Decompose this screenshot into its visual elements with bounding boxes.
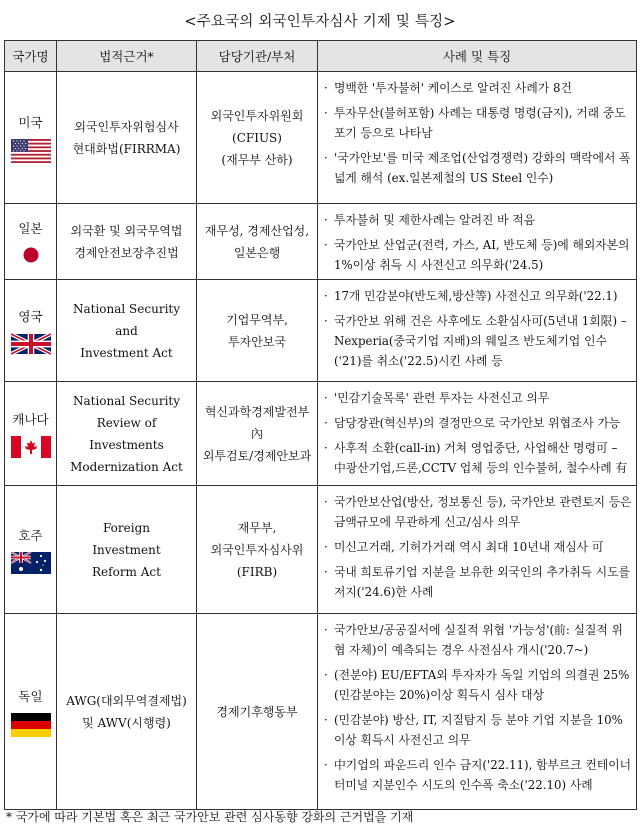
law-cell: National Security and Investment Act <box>57 280 197 382</box>
case-item: · '국가안보'를 미국 제조업(산업경쟁력) 강화의 맥락에서 폭넓게 해석 (ex.일본제철의 US Steel 인수) <box>324 148 632 188</box>
agency-cell: 외국인투자위원회 (CFIUS) (재무부 산하) <box>197 72 318 204</box>
law-cell: 외국인투자위험심사 현대화법(FIRRMA) <box>57 72 197 204</box>
header-country: 국가명 <box>5 41 57 72</box>
case-item: · 국가안보 산업군(전력, 가스, AI, 반도체 등)에 해외자본의 1%이상 취득 시 사전신고 의무화('24.5) <box>324 235 632 275</box>
table-row <box>5 72 637 204</box>
law-cell: 외국환 및 외국무역법 경제안전보장추진법 <box>57 204 197 280</box>
case-item: · '민감기술목록' 관련 투자는 사전신고 의무 <box>324 388 632 408</box>
country-cell <box>5 486 57 614</box>
cases-cell <box>318 204 637 280</box>
japan-flag-icon <box>18 245 44 265</box>
case-item: · 투자불허 및 제한사례는 알려진 바 적음 <box>324 210 632 230</box>
cases-cell <box>318 280 637 382</box>
agency-cell: 재무성, 경제산업성, 일본은행 <box>197 204 318 280</box>
cases-cell <box>318 614 637 810</box>
case-item: · 中기업의 파운드리 인수 금지('22.11), 함부르크 컨테이너터미널 지분인수 시도의 인수폭 축소('22.10) 사례 <box>324 755 632 795</box>
country-cell <box>5 614 57 810</box>
case-item: · (민감분야) 방산, IT, 지질탐지 등 분야 기업 지분을 10% 이상 획득시 사전신고 의무 <box>324 710 632 750</box>
case-item: · 17개 민감분야(반도체,방산等) 사전신고 의무화('22.1) <box>324 286 632 306</box>
country-cell <box>5 382 57 486</box>
case-item: · (전분야) EU/EFTA외 투자자가 독일 기업의 의결권 25%(민감분야는 20%)이상 획득시 심사 대상 <box>324 665 632 705</box>
table-row <box>5 614 637 810</box>
uk-flag-icon <box>11 333 51 355</box>
table-row <box>5 280 637 382</box>
page-title: <주요국의 외국인투자심사 기제 및 특징> <box>184 14 456 30</box>
cases-cell <box>318 72 637 204</box>
cases-cell <box>318 486 637 614</box>
law-cell: Foreign Investment Reform Act <box>57 486 197 614</box>
header-agency: 담당기관/부처 <box>197 41 318 72</box>
comparison-table <box>4 40 637 810</box>
australia-flag-icon <box>11 552 51 574</box>
country-cell <box>5 204 57 280</box>
country-name: 캐나다 <box>12 411 49 427</box>
case-item: · 국가안보산업(방산, 정보통신 등), 국가안보 관련토지 등은 금액규모에 무관하게 신고/심사 의무 <box>324 492 632 532</box>
header-row <box>5 41 637 72</box>
country-name: 독일 <box>18 688 43 704</box>
country-cell <box>5 280 57 382</box>
case-item: · 미신고거래, 기허가거래 역시 최대 10년내 재심사 可 <box>324 537 632 557</box>
header-law: 법적근거* <box>57 41 197 72</box>
case-item: · 담당장관(혁신부)의 결정만으로 국가안보 위협조사 가능 <box>324 413 632 433</box>
table-row <box>5 486 637 614</box>
agency-cell: 기업무역부, 투자안보국 <box>197 280 318 382</box>
country-name: 미국 <box>18 114 43 130</box>
header-cases: 사례 및 특징 <box>318 41 637 72</box>
case-item: · 명백한 '투자불허' 케이스로 알려진 사례가 8건 <box>324 78 632 98</box>
canada-flag-icon <box>11 436 51 458</box>
law-cell: National Security Review of Investments Modernization Act <box>57 382 197 486</box>
agency-cell: 혁신과학경제발전부 內 외투검토/경제안보과 <box>197 382 318 486</box>
case-item: · 사후적 소환(call-in) 거쳐 영업중단, 사업해산 명령可 – 中광산기업,드론,CCTV 업체 등의 인수불허, 철수사례 有 <box>324 438 632 478</box>
country-name: 일본 <box>18 220 43 236</box>
case-item: · 투자무산(불허포함) 사례는 대통령 명령(금지), 거래 중도포기 등으로 나타남 <box>324 103 632 143</box>
case-item: · 국내 희토류기업 지분을 보유한 외국인의 추가취득 시도를 저지('24.6)한 사례 <box>324 562 632 602</box>
country-name: 호주 <box>18 527 43 543</box>
table-row <box>5 382 637 486</box>
law-cell: AWG(대외무역결제법) 및 AWV(시행령) <box>57 614 197 810</box>
agency-cell: 경제기후행동부 <box>197 614 318 810</box>
case-item: · 국가안보/공공질서에 실질적 위협 '가능성'(前: 실질적 위협 자체)이 예측되는 경우 사전심사 개시('20.7~) <box>324 620 632 660</box>
footnote: * 국가에 따라 기본법 혹은 최근 국가안보 관련 심사동향 강화의 근거법을 기재 <box>6 810 414 824</box>
country-name: 영국 <box>18 308 43 324</box>
germany-flag-icon <box>11 713 51 737</box>
case-item: · 국가안보 위해 건은 사후에도 소환심사可(5년내 1회限) – Nexperia(중국기업 지배)의 웨일즈 반도체기업 인수('21)를 취소('22.5)시킨 사례 등 <box>324 311 632 371</box>
usa-flag-icon <box>11 139 51 163</box>
cases-cell <box>318 382 637 486</box>
country-cell <box>5 72 57 204</box>
table-row <box>5 204 637 280</box>
agency-cell: 재무부, 외국인투자심사위 (FIRB) <box>197 486 318 614</box>
